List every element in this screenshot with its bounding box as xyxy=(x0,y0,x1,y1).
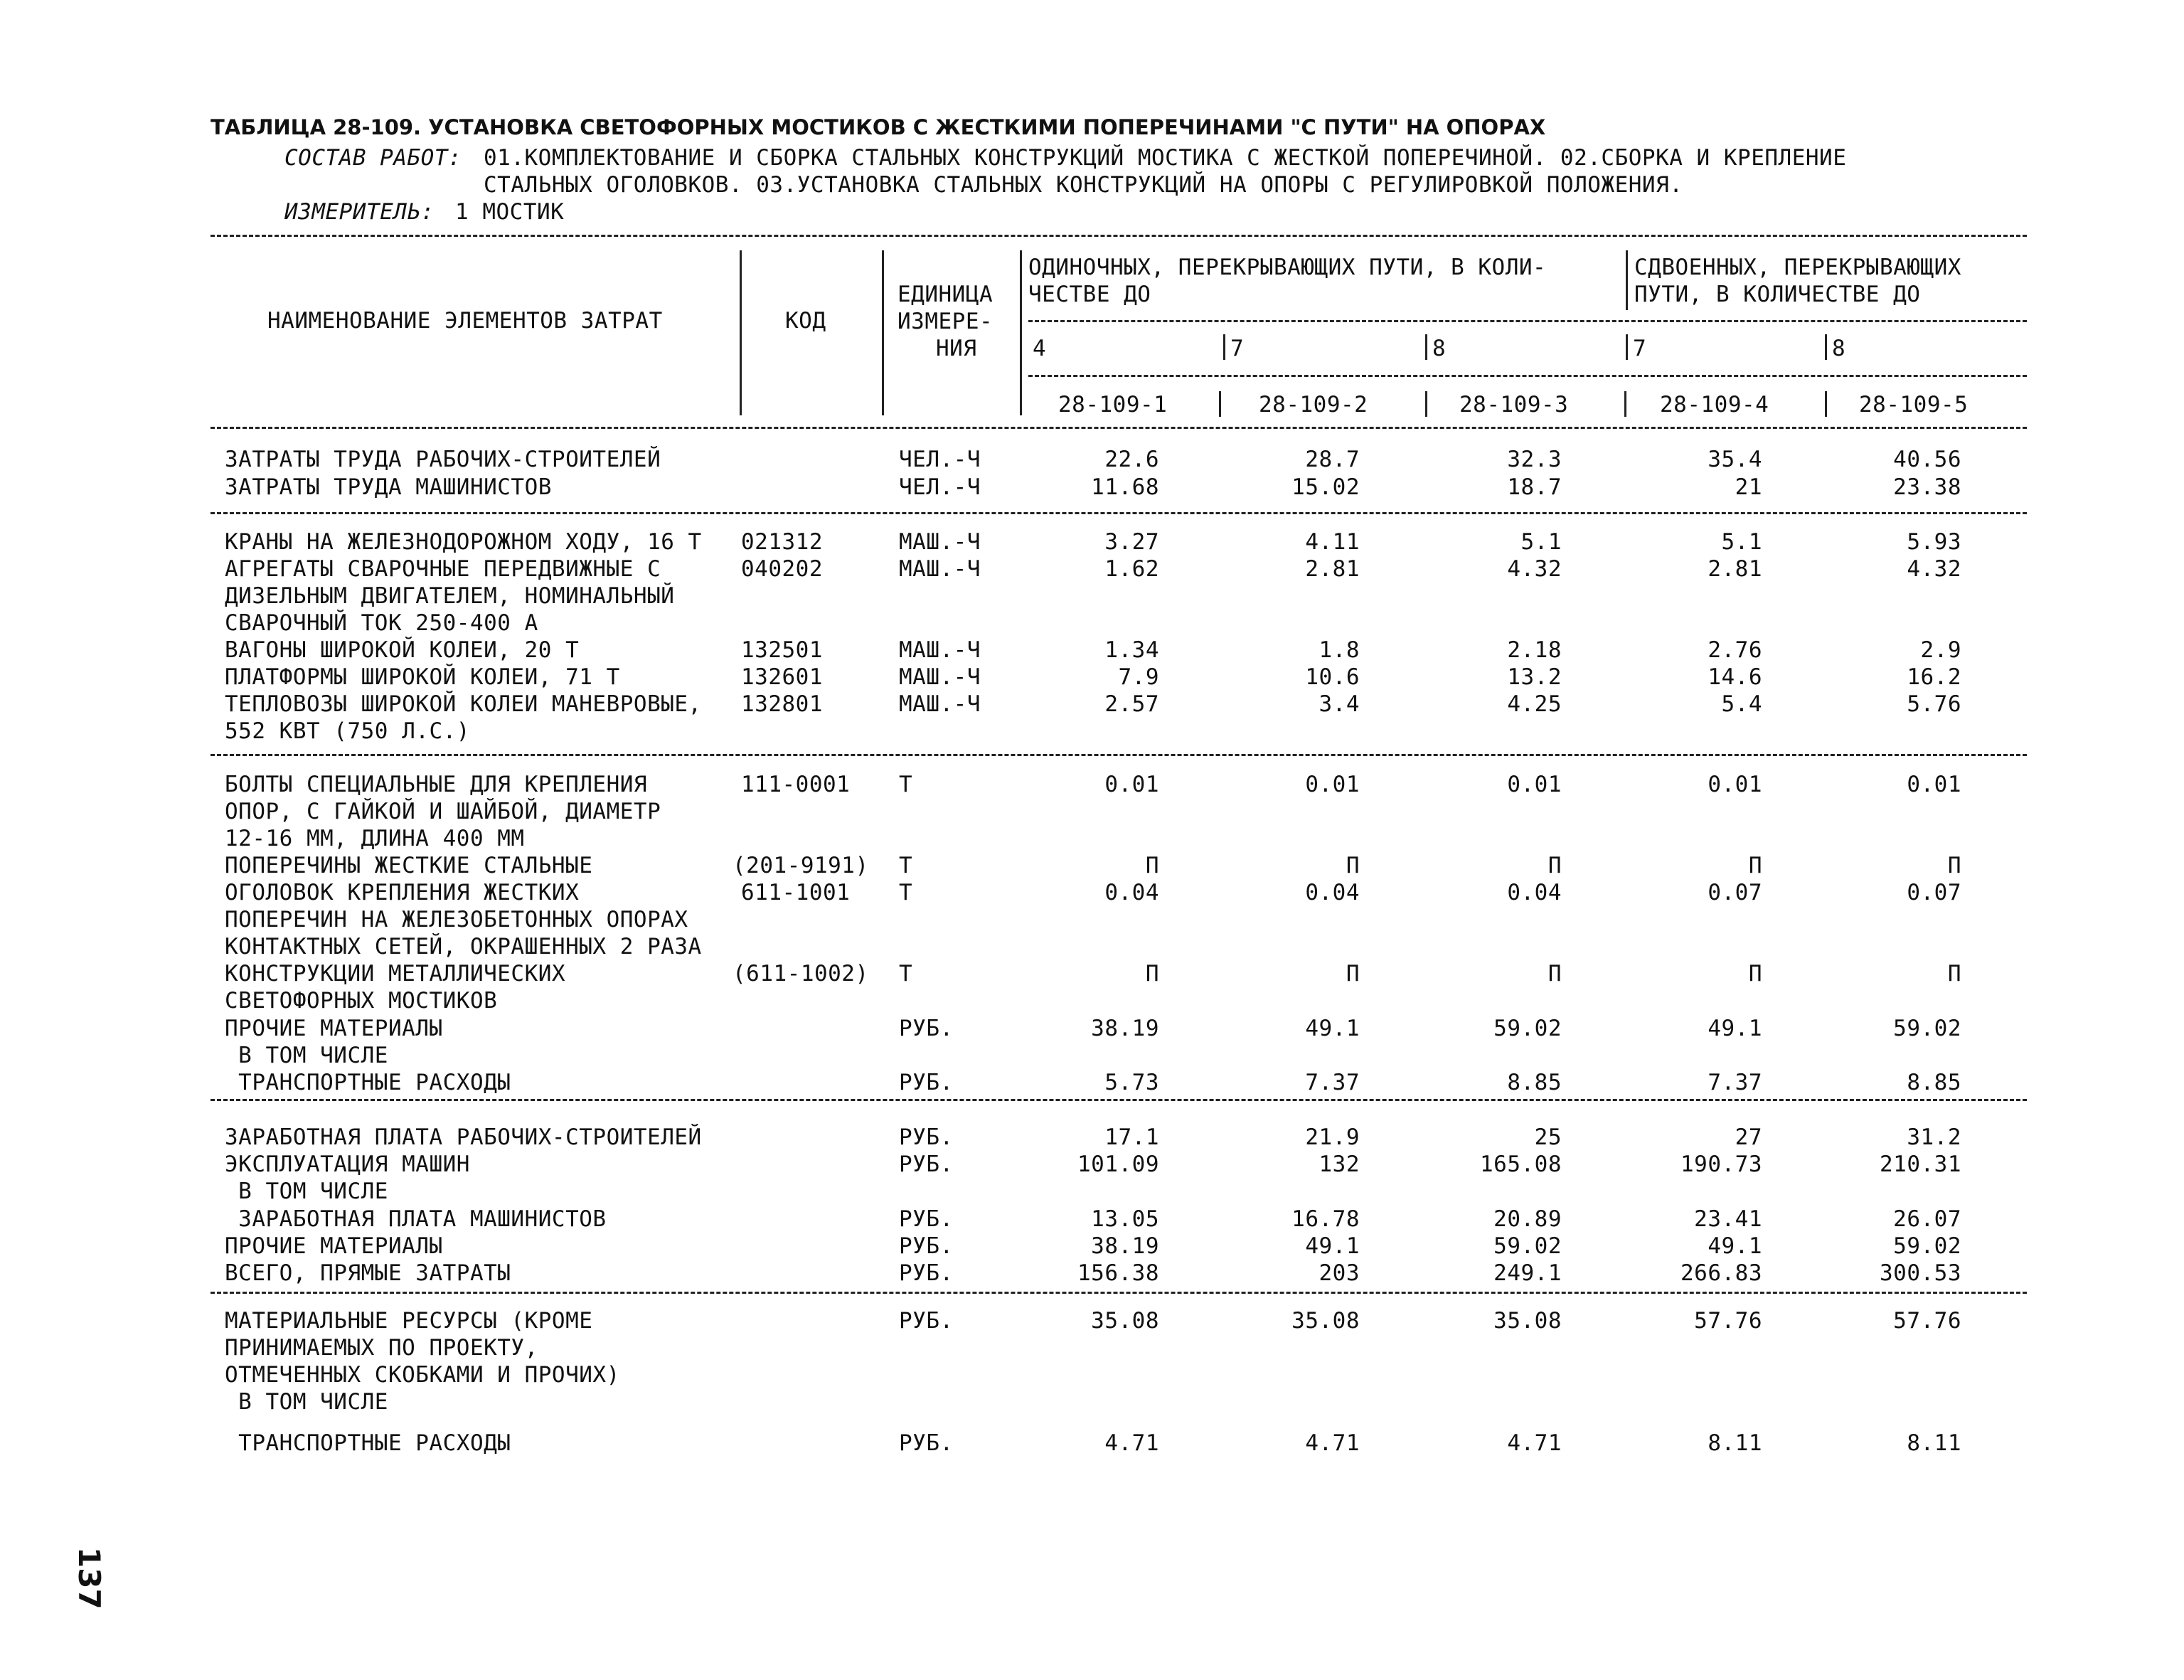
row-value: 2.81 xyxy=(1305,556,1360,582)
row-value: П xyxy=(1346,853,1360,878)
row-value: 2.9 xyxy=(1920,637,1961,663)
header-price-code: 28-109-4 xyxy=(1660,392,1769,418)
row-value: 4.11 xyxy=(1305,529,1360,555)
row-value: 31.2 xyxy=(1907,1125,1961,1150)
row-code: 132601 xyxy=(741,664,823,690)
row-unit: МАШ.-Ч xyxy=(899,664,981,690)
row-name-line: ПРИНИМАЕМЫХ ПО ПРОЕКТУ, xyxy=(225,1335,538,1361)
row-name-line: КОНСТРУКЦИИ МЕТАЛЛИЧЕСКИХ xyxy=(225,961,566,987)
row-value: 3.27 xyxy=(1104,529,1159,555)
row-value: 4.71 xyxy=(1305,1430,1360,1456)
header-count: 7 xyxy=(1633,336,1647,361)
header-code: КОД xyxy=(785,308,826,334)
row-value: 38.19 xyxy=(1091,1233,1159,1259)
divider xyxy=(211,1099,2027,1101)
row-value: 0.01 xyxy=(1708,772,1762,797)
row-name-line: ПЛАТФОРМЫ ШИРОКОЙ КОЛЕИ, 71 Т xyxy=(225,664,620,690)
header-separator xyxy=(1825,334,1827,360)
row-name-line: ВСЕГО, ПРЯМЫЕ ЗАТРАТЫ xyxy=(225,1260,511,1286)
row-value: 1.34 xyxy=(1104,637,1159,663)
header-separator xyxy=(1624,391,1626,417)
row-value: 49.1 xyxy=(1708,1233,1762,1259)
row-value: 8.85 xyxy=(1507,1070,1562,1095)
row-unit: РУБ. xyxy=(899,1233,954,1259)
row-value: 190.73 xyxy=(1680,1152,1762,1177)
header-separator xyxy=(1425,391,1427,417)
header-price-code: 28-109-3 xyxy=(1459,392,1569,418)
row-code: 021312 xyxy=(741,529,823,555)
row-value: 1.62 xyxy=(1104,556,1159,582)
meter-label: ИЗМЕРИТЕЛЬ: xyxy=(284,199,435,225)
row-unit: РУБ. xyxy=(899,1308,954,1334)
row-value: 59.02 xyxy=(1493,1233,1562,1259)
row-value: 2.18 xyxy=(1507,637,1562,663)
row-value: 5.1 xyxy=(1520,529,1562,555)
row-code: (611-1002) xyxy=(733,961,869,987)
row-name-line: 552 КВТ (750 Л.С.) xyxy=(225,718,470,744)
row-value: 8.11 xyxy=(1708,1430,1762,1456)
row-value: 27 xyxy=(1735,1125,1762,1150)
row-unit: ЧЕЛ.-Ч xyxy=(899,474,981,500)
row-value: 156.38 xyxy=(1077,1260,1159,1286)
row-code: 132501 xyxy=(741,637,823,663)
row-name-line: ЗАРАБОТНАЯ ПЛАТА РАБОЧИХ-СТРОИТЕЛЕЙ xyxy=(225,1125,702,1150)
row-name-line: ПОПЕРЕЧИН НА ЖЕЛЕЗОБЕТОННЫХ ОПОРАХ xyxy=(225,907,688,932)
row-value: П xyxy=(1346,961,1360,987)
header-separator xyxy=(1219,391,1221,417)
row-value: 59.02 xyxy=(1893,1016,1961,1041)
row-value: 4.71 xyxy=(1507,1430,1562,1456)
row-name-line: ДИЗЕЛЬНЫМ ДВИГАТЕЛЕМ, НОМИНАЛЬНЫЙ xyxy=(225,583,675,609)
row-value: 7.37 xyxy=(1708,1070,1762,1095)
row-name-line: ТЕПЛОВОЗЫ ШИРОКОЙ КОЛЕИ МАНЕВРОВЫЕ, xyxy=(225,691,702,717)
row-unit: МАШ.-Ч xyxy=(899,556,981,582)
header-price-code: 28-109-5 xyxy=(1859,392,1969,418)
row-unit: РУБ. xyxy=(899,1206,954,1232)
row-value: 2.81 xyxy=(1708,556,1762,582)
row-value: 132 xyxy=(1319,1152,1360,1177)
row-name-line: В ТОМ ЧИСЛЕ xyxy=(225,1043,388,1068)
row-code: 040202 xyxy=(741,556,823,582)
row-value: 23.41 xyxy=(1694,1206,1762,1232)
row-value: П xyxy=(1145,853,1159,878)
header-separator xyxy=(1223,334,1225,360)
row-value: 0.01 xyxy=(1907,772,1961,797)
header-separator xyxy=(882,250,884,415)
divider xyxy=(211,427,2027,429)
row-name-line: ЗАТРАТЫ ТРУДА МАШИНИСТОВ xyxy=(225,474,552,500)
row-code: (201-9191) xyxy=(733,853,869,878)
work-composition-line-2: СТАЛЬНЫХ ОГОЛОВКОВ. 03.УСТАНОВКА СТАЛЬНЫХ КОНСТРУКЦИЙ НА ОПОРЫ С РЕГУЛИРОВКОЙ ПОЛОЖЕНИЯ. xyxy=(484,172,1683,198)
row-value: П xyxy=(1947,961,1961,987)
row-unit: РУБ. xyxy=(899,1070,954,1095)
row-unit: МАШ.-Ч xyxy=(899,691,981,717)
row-value: 0.01 xyxy=(1305,772,1360,797)
row-value: 266.83 xyxy=(1680,1260,1762,1286)
row-name-line: В ТОМ ЧИСЛЕ xyxy=(225,1389,388,1415)
header-count: 8 xyxy=(1432,336,1447,361)
row-value: 5.76 xyxy=(1907,691,1961,717)
row-unit: Т xyxy=(899,853,913,878)
row-value: 2.57 xyxy=(1104,691,1159,717)
row-value: 7.37 xyxy=(1305,1070,1360,1095)
row-value: 0.04 xyxy=(1305,880,1360,905)
header-divider xyxy=(1028,320,2027,322)
row-value: П xyxy=(1947,853,1961,878)
row-name-line: БОЛТЫ СПЕЦИАЛЬНЫЕ ДЛЯ КРЕПЛЕНИЯ xyxy=(225,772,648,797)
row-name-line: ТРАНСПОРТНЫЕ РАСХОДЫ xyxy=(225,1070,511,1095)
row-value: 20.89 xyxy=(1493,1206,1562,1232)
row-name-line: СВЕТОФОРНЫХ МОСТИКОВ xyxy=(225,988,498,1014)
header-separator xyxy=(1020,250,1022,415)
row-value: 249.1 xyxy=(1493,1260,1562,1286)
row-value: 16.78 xyxy=(1291,1206,1360,1232)
header-price-code: 28-109-2 xyxy=(1259,392,1368,418)
row-value: 3.4 xyxy=(1319,691,1360,717)
row-value: 57.76 xyxy=(1694,1308,1762,1334)
row-value: 28.7 xyxy=(1305,447,1360,472)
row-name-line: КОНТАКТНЫХ СЕТЕЙ, ОКРАШЕННЫХ 2 РАЗА xyxy=(225,934,702,959)
row-name-line: ОПОР, С ГАЙКОЙ И ШАЙБОЙ, ДИАМЕТР xyxy=(225,799,661,824)
header-unit-line1: ЕДИНИЦА xyxy=(897,282,994,307)
work-composition-label: СОСТАВ РАБОТ: xyxy=(284,145,462,171)
row-unit: РУБ. xyxy=(899,1152,954,1177)
row-value: 40.56 xyxy=(1893,447,1961,472)
header-single-line1: ОДИНОЧНЫХ, ПЕРЕКРЫВАЮЩИХ ПУТИ, В КОЛИ- xyxy=(1028,255,1547,280)
row-value: П xyxy=(1748,853,1762,878)
row-unit: Т xyxy=(899,880,913,905)
row-value: 0.07 xyxy=(1708,880,1762,905)
row-value: 10.6 xyxy=(1305,664,1360,690)
row-value: 4.32 xyxy=(1907,556,1961,582)
row-value: 16.2 xyxy=(1907,664,1961,690)
row-value: 7.9 xyxy=(1118,664,1159,690)
row-unit: Т xyxy=(899,961,913,987)
row-value: 25 xyxy=(1534,1125,1562,1150)
row-value: 14.6 xyxy=(1708,664,1762,690)
row-value: 4.25 xyxy=(1507,691,1562,717)
row-unit: МАШ.-Ч xyxy=(899,529,981,555)
row-value: 35.08 xyxy=(1291,1308,1360,1334)
row-unit: Т xyxy=(899,772,913,797)
row-value: 13.2 xyxy=(1507,664,1562,690)
row-name-line: ОГОЛОВОК КРЕПЛЕНИЯ ЖЕСТКИХ xyxy=(225,880,580,905)
row-code: 132801 xyxy=(741,691,823,717)
row-value: 38.19 xyxy=(1091,1016,1159,1041)
row-value: 11.68 xyxy=(1091,474,1159,500)
row-value: 0.04 xyxy=(1104,880,1159,905)
row-value: 15.02 xyxy=(1291,474,1360,500)
row-name-line: АГРЕГАТЫ СВАРОЧНЫЕ ПЕРЕДВИЖНЫЕ С xyxy=(225,556,661,582)
row-value: 57.76 xyxy=(1893,1308,1961,1334)
row-value: 0.07 xyxy=(1907,880,1961,905)
row-value: 5.73 xyxy=(1104,1070,1159,1095)
divider xyxy=(211,1292,2027,1294)
row-unit: ЧЕЛ.-Ч xyxy=(899,447,981,472)
row-value: 5.1 xyxy=(1721,529,1762,555)
divider xyxy=(211,754,2027,756)
row-unit: РУБ. xyxy=(899,1125,954,1150)
row-value: 165.08 xyxy=(1480,1152,1562,1177)
row-name-line: СВАРОЧНЫЙ ТОК 250-400 А xyxy=(225,610,538,636)
row-name-line: ПРОЧИЕ МАТЕРИАЛЫ xyxy=(225,1016,443,1041)
row-value: 21.9 xyxy=(1305,1125,1360,1150)
row-value: 4.32 xyxy=(1507,556,1562,582)
header-unit-line2: ИЗМЕРЕ- xyxy=(897,309,994,334)
row-value: 13.05 xyxy=(1091,1206,1159,1232)
row-name-line: ЗАТРАТЫ ТРУДА РАБОЧИХ-СТРОИТЕЛЕЙ xyxy=(225,447,661,472)
page-number: 137 xyxy=(72,1547,107,1610)
row-code: 611-1001 xyxy=(741,880,851,905)
row-value: 2.76 xyxy=(1708,637,1762,663)
row-value: П xyxy=(1748,961,1762,987)
divider xyxy=(211,512,2027,514)
header-separator xyxy=(1626,334,1628,360)
row-value: 59.02 xyxy=(1893,1233,1961,1259)
row-code: 111-0001 xyxy=(741,772,851,797)
row-value: 17.1 xyxy=(1104,1125,1159,1150)
row-value: 0.01 xyxy=(1507,772,1562,797)
row-value: 22.6 xyxy=(1104,447,1159,472)
row-value: 26.07 xyxy=(1893,1206,1961,1232)
header-double-line1: СДВОЕННЫХ, ПЕРЕКРЫВАЮЩИХ xyxy=(1634,255,1961,280)
row-value: 1.8 xyxy=(1319,637,1360,663)
row-name-line: ВАГОНЫ ШИРОКОЙ КОЛЕИ, 20 Т xyxy=(225,637,580,663)
row-value: 210.31 xyxy=(1880,1152,1961,1177)
row-name-line: ПОПЕРЕЧИНЫ ЖЕСТКИЕ СТАЛЬНЫЕ xyxy=(225,853,593,878)
header-count: 8 xyxy=(1832,336,1846,361)
row-unit: РУБ. xyxy=(899,1016,954,1041)
row-value: 21 xyxy=(1735,474,1762,500)
divider xyxy=(211,235,2027,237)
row-value: 59.02 xyxy=(1493,1016,1562,1041)
row-name-line: ПРОЧИЕ МАТЕРИАЛЫ xyxy=(225,1233,443,1259)
row-value: 35.08 xyxy=(1493,1308,1562,1334)
row-value: П xyxy=(1548,853,1562,878)
row-name-line: В ТОМ ЧИСЛЕ xyxy=(225,1179,388,1204)
row-unit: РУБ. xyxy=(899,1260,954,1286)
row-value: 35.4 xyxy=(1708,447,1762,472)
row-value: 0.01 xyxy=(1104,772,1159,797)
row-value: 203 xyxy=(1319,1260,1360,1286)
row-name-line: ОТМЕЧЕННЫХ СКОБКАМИ И ПРОЧИХ) xyxy=(225,1362,620,1388)
header-name: НАИМЕНОВАНИЕ ЭЛЕМЕНТОВ ЗАТРАТ xyxy=(267,308,663,334)
header-unit-line3: НИЯ xyxy=(936,336,977,361)
row-name-line: ЗАРАБОТНАЯ ПЛАТА МАШИНИСТОВ xyxy=(225,1206,607,1232)
header-divider xyxy=(1028,375,2027,377)
row-value: 0.04 xyxy=(1507,880,1562,905)
meter-value: 1 МОСТИК xyxy=(455,199,565,225)
row-value: 8.11 xyxy=(1907,1430,1961,1456)
row-value: 32.3 xyxy=(1507,447,1562,472)
row-name-line: ТРАНСПОРТНЫЕ РАСХОДЫ xyxy=(225,1430,511,1456)
row-value: 5.4 xyxy=(1721,691,1762,717)
table-title: ТАБЛИЦА 28-109. УСТАНОВКА СВЕТОФОРНЫХ МОСТИКОВ С ЖЕСТКИМИ ПОПЕРЕЧИНАМИ "С ПУТИ" НА ОПОРАХ xyxy=(211,115,1546,139)
header-separator xyxy=(1626,250,1628,310)
header-double-line2: ПУТИ, В КОЛИЧЕСТВЕ ДО xyxy=(1634,282,1921,307)
row-name-line: МАТЕРИАЛЬНЫЕ РЕСУРСЫ (КРОМЕ xyxy=(225,1308,593,1334)
row-value: 300.53 xyxy=(1880,1260,1961,1286)
header-count: 4 xyxy=(1033,336,1047,361)
header-price-code: 28-109-1 xyxy=(1058,392,1168,418)
row-value: 35.08 xyxy=(1091,1308,1159,1334)
row-unit: МАШ.-Ч xyxy=(899,637,981,663)
header-count: 7 xyxy=(1230,336,1245,361)
row-value: П xyxy=(1548,961,1562,987)
row-name-line: КРАНЫ НА ЖЕЛЕЗНОДОРОЖНОМ ХОДУ, 16 Т xyxy=(225,529,702,555)
row-value: 49.1 xyxy=(1708,1016,1762,1041)
row-value: 5.93 xyxy=(1907,529,1961,555)
row-value: 49.1 xyxy=(1305,1233,1360,1259)
row-value: 49.1 xyxy=(1305,1016,1360,1041)
work-composition-line-1: 01.КОМПЛЕКТОВАНИЕ И СБОРКА СТАЛЬНЫХ КОНСТРУКЦИЙ МОСТИКА С ЖЕСТКОЙ ПОПЕРЕЧИНОЙ. 02.СБОРКА И КРЕПЛЕНИЕ xyxy=(484,145,1847,171)
row-value: 4.71 xyxy=(1104,1430,1159,1456)
row-value: 18.7 xyxy=(1507,474,1562,500)
header-separator xyxy=(740,250,742,415)
row-value: 101.09 xyxy=(1077,1152,1159,1177)
header-single-line2: ЧЕСТВЕ ДО xyxy=(1028,282,1151,307)
row-value: П xyxy=(1145,961,1159,987)
header-separator xyxy=(1825,391,1827,417)
row-value: 8.85 xyxy=(1907,1070,1961,1095)
row-value: 23.38 xyxy=(1893,474,1961,500)
row-name-line: ЭКСПЛУАТАЦИЯ МАШИН xyxy=(225,1152,470,1177)
row-name-line: 12-16 ММ, ДЛИНА 400 ММ xyxy=(225,826,525,851)
row-unit: РУБ. xyxy=(899,1430,954,1456)
header-separator xyxy=(1425,334,1427,360)
